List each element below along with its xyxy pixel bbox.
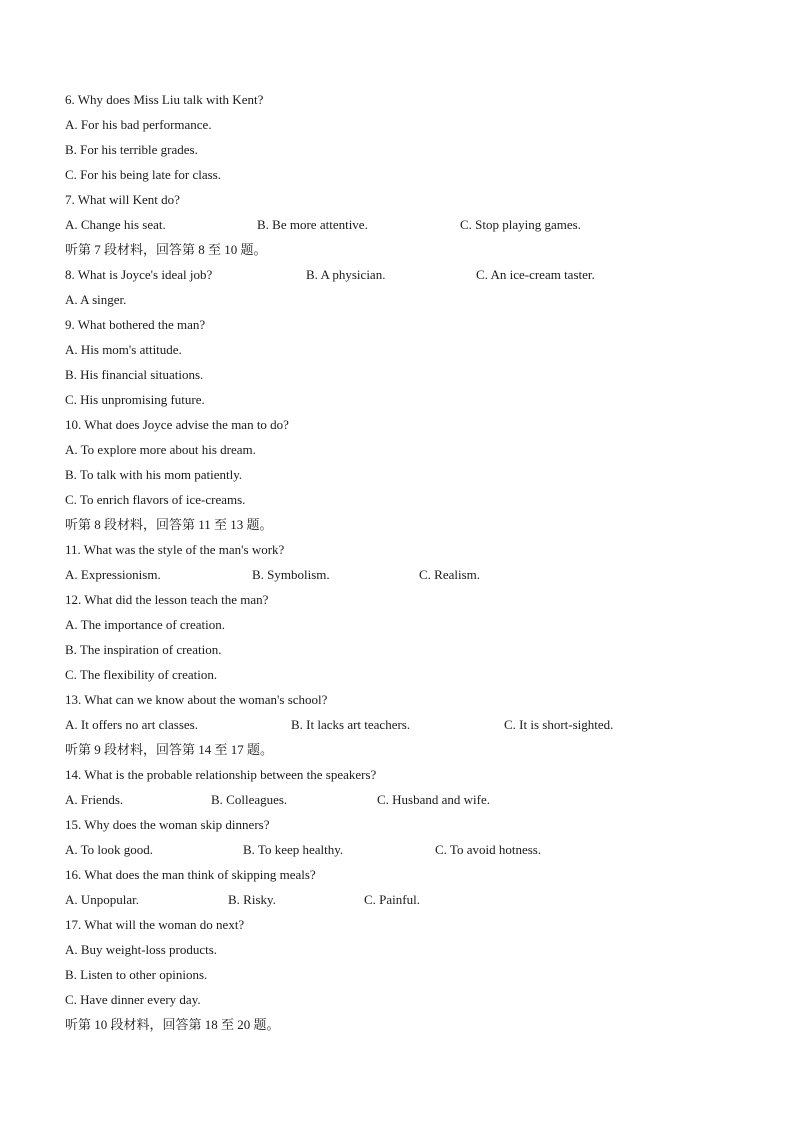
option-13c: C. It is short-sighted. [504, 717, 614, 732]
option-8c: C. An ice-cream taster. [476, 267, 595, 282]
option-14b: B. Colleagues. [211, 792, 288, 807]
option-11c: C. Realism. [419, 567, 481, 582]
question-8: 8. What is Joyce's ideal job? [65, 267, 213, 282]
option-7c: C. Stop playing games. [460, 217, 581, 232]
option-14c: C. Husband and wife. [377, 792, 491, 807]
option-14a: A. Friends. [65, 792, 124, 807]
exam-page: 6. Why does Miss Liu talk with Kent? A. For his bad performance. B. For his terrible grades. C. For his being late for class. 7. What will Kent do? A. Change his seat. B. Be more attentive. C. Stop playing games. 听第 7 段材料，回答第 8 至 10 题。 8. What is Joyce's ideal job? B. A physician. C. An ice-cream taster. A. A singer. 9. What bothered the man? A. His mom's attitude. B. His financial situations. C. His unpromising future. 10. What does Joyce advise the man to do? A. To explore more about his dream. B. To talk with his mom patiently. C. To enrich flavors of ice-creams. 听第 8 段材料，回答第 11 至 13 题。 11. What was the style of the man's work? A. Expressionism. B. Symbolism. C. Realism. 12. What did the lesson teach the man? A. The importance of creation. B. The inspiration of creation. C. The flexibility of creation. 13. What can we know about the woman's school? A. It offers no art classes. B. It lacks art teachers. C. It is short-sighted. 听第 9 段材料，回答第 14 至 17 题。 14. What is the probable relationship between the speakers? A. Friends. B. Colleagues. C. Husband and wife. 15. Why does the woman skip dinners? A. To look good. B. To keep healthy. C. To avoid hotness. 16. What does the man think of skipping meals? A. Unpopular. B. Risky. C. Painful. 17. What will the woman do next? A. Buy weight-loss products. B. Listen to other opinions. C. Have dinner every day. 听第 10 段材料，回答第 18 至 20 题。 [65, 92, 614, 1032]
option-7b: B. Be more attentive. [257, 217, 368, 232]
option-11b: B. Symbolism. [252, 567, 330, 582]
option-8b: B. A physician. [306, 267, 386, 282]
option-15a: A. To look good. [65, 842, 154, 857]
option-13b: B. It lacks art teachers. [291, 717, 411, 732]
option-11a: A. Expressionism. [65, 567, 161, 582]
option-16c: C. Painful. [364, 892, 420, 907]
option-13a: A. It offers no art classes. [65, 717, 198, 732]
option-16b: B. Risky. [228, 892, 276, 907]
option-15c: C. To avoid hotness. [435, 842, 542, 857]
option-7a: A. Change his seat. [65, 217, 166, 232]
option-15b: B. To keep healthy. [243, 842, 344, 857]
option-16a: A. Unpopular. [65, 892, 140, 907]
